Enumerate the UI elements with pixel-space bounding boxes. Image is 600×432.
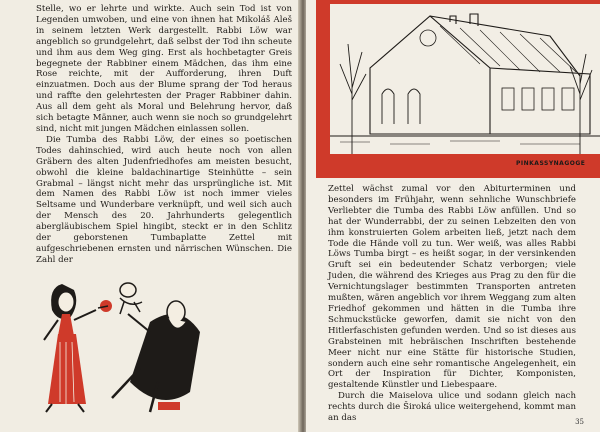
right-text-block: [328, 184, 576, 424]
girl-figure: [44, 284, 96, 412]
drawing-caption: PINKASSYNAGOGE: [516, 160, 586, 167]
pinkas-synagogue-drawing: [330, 4, 600, 154]
red-banner: [316, 0, 600, 178]
right-paragraph-2: Durch die Maiselova ulice und sodann gleich nach rechts durch die Široká ulice weitergehend, kommt man an das: [328, 391, 576, 424]
left-paragraph-2: Die Tumba des Rabbi Löw, der eines so poetischen Todes dahinschied, wird auch heute noch von allen Gräbern des alten Judenfriedhofes am meisten besucht, obwohl die kleine baldachinartige Steinhütte – sein Grabmal – längst nicht mehr das ursprüngliche ist. Mit dem Namen des Rabbi Löw ist noch immer vieles Seltsame und Wunderbare verknüpft, und weil sich auch der Mensch des 20. Jahrhunderts gelegentlich abergläubischem Spiel hingibt, steckt er in den Schlitz der geborstenen Tumbaplatte Zettel mit aufgeschriebenen ernsten und närrischen Wünschen. Die Zahl der: [36, 134, 292, 265]
rabbi-figure: [112, 301, 200, 412]
death-and-girl-illustration: [0, 272, 302, 432]
right-page: [306, 0, 600, 432]
right-paragraph-1: Zettel wächst zumal vor den Abiturterminen und besonders im Frühjahr, wenn sehnliche Wunschbriefe Verliebter die Tumba des Rabbi Löw anfüllen. Und so hat der Wunderrabbi, der zu seinen Lebzeiten den von ihm konstruierten Golem arbeiten ließ, jetzt nach dem Tode die Hände voll zu tun. Wer weiß, was alles Rabbi Löws Tumba birgt – es heißt sogar, in der versinkenden Gruft sei ein bedeutender Schatz verborgen; viele Juden, die während des Krieges aus Prag zu den für die Vernichtungslager bestimmten Transporten antreten mußten, wären angeblich vor ihrem Weggang zum alten Friedhof gekommen und hätten in die Tumba ihre Schmuckstücke geworfen, damit sie nicht von den Hitlerfaschisten gefunden werden. Und so ist dieses aus Grabsteinen mit hebräischen Inschriften bestehende Meer nicht nur eine Stätte für historische Studien, sondern auch eine sehr romantische Angelegenheit, ein Ort der Inspiration für Dichter, Komponisten, gestaltende Künstler und Liebespaare.: [328, 184, 576, 391]
left-text-block: [36, 4, 292, 266]
left-paragraph-1: Stelle, wo er lehrte und wirkte. Auch sein Tod ist von Legenden umwoben, und eine von ihnen hat Mikoláš Aleš in seinem letzten Werk dargestellt. Rabbi Löw war angeblich so grundgelehrt, daß selbst der Tod ihn scheute und ihm aus dem Weg ging. Erst als hochbetagter Greis begegnete der Rabbiner einem Mädchen, das ihm eine Rose reichte, mit der Aufforderung, ihren Duft einzuatmen. Doch aus der Blume sprang der Tod heraus und raffte den gelehrtesten der Prager Rabbiner dahin. Aus all dem geht als Moral und Belehrung hervor, daß sich betagte Männer, auch wenn sie noch so grundgelehrt sind, nicht mit jungen Mädchen einlassen sollen.: [36, 4, 292, 134]
page-number: 35: [575, 418, 584, 426]
rose-and-death-figure: [98, 283, 142, 314]
